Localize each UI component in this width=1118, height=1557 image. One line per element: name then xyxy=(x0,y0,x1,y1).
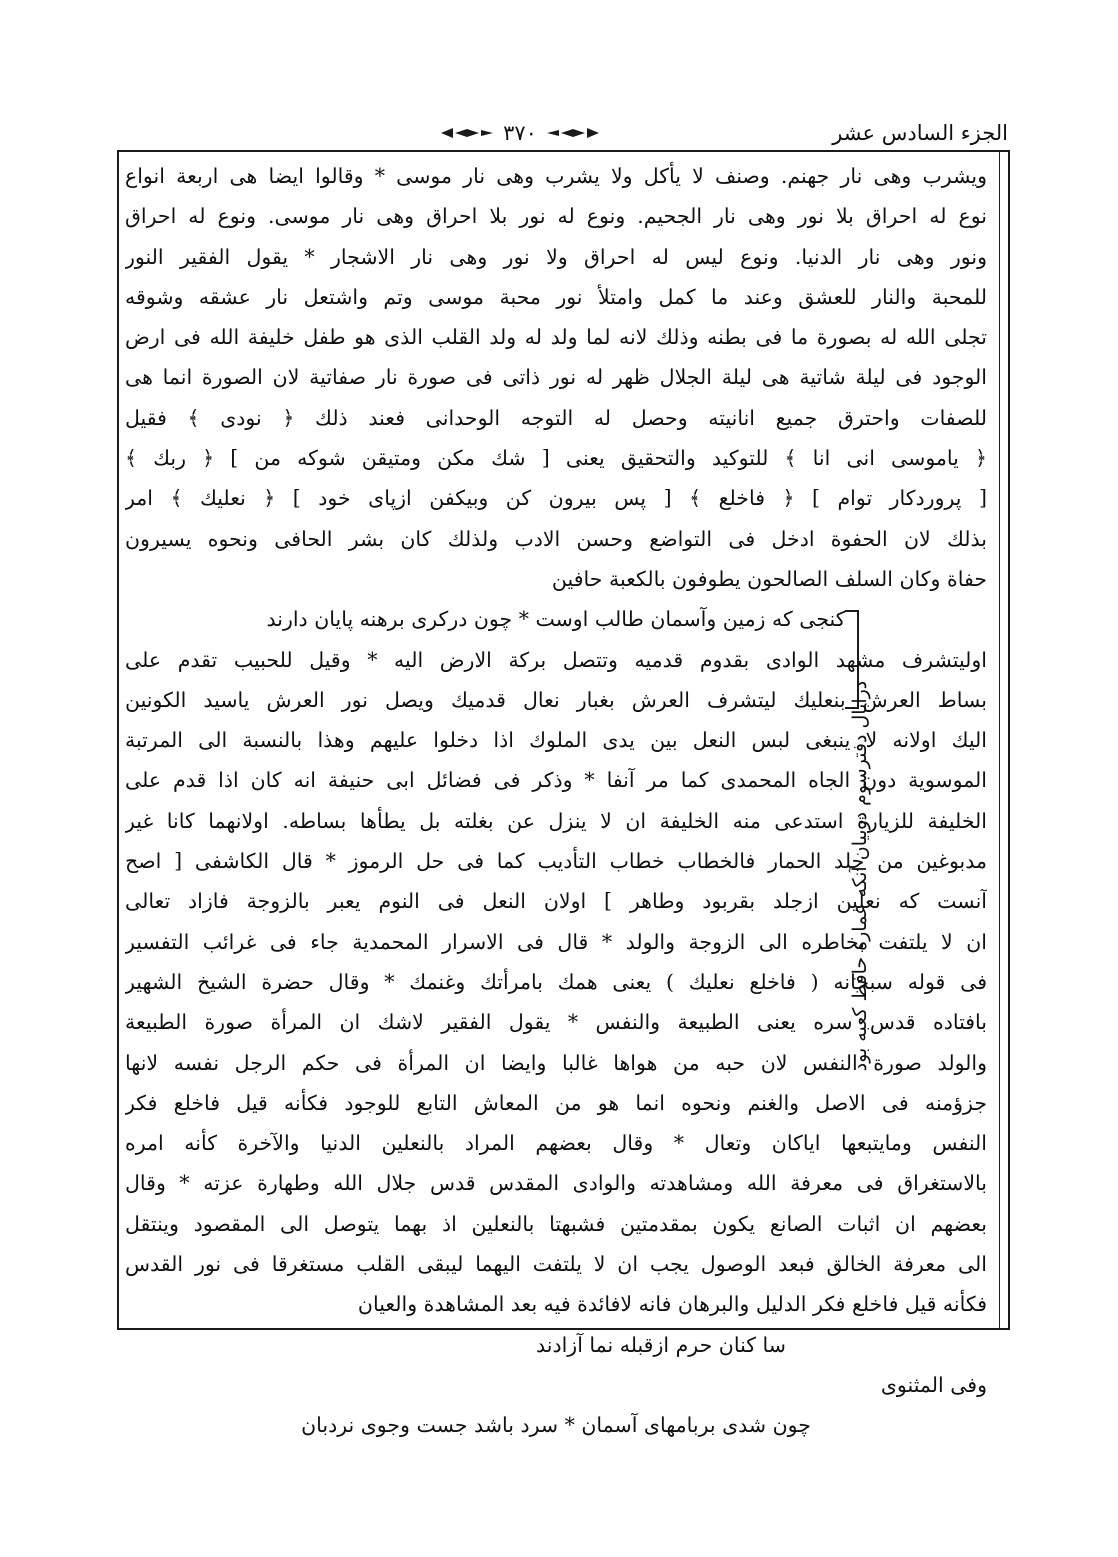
text-line: حفاة وكان السلف الصالحون يطوفون بالكعبة حافين xyxy=(551,566,987,591)
text-line: ويشرب وهى نار جهنم. وصنف لا يأكل ولا يشرب وهى نار موسى * وقالوا ايضا هى اربعة انواع xyxy=(125,164,987,188)
text-line: الموسوية دون الجاه المحمدى كما مر آنفا * وذكر فى فضائل ابى حنيفة انه كان اذا قدم على xyxy=(125,768,987,793)
text-line: فكأنه قيل فاخلع فكر الدليل والبرهان فانه لافائدة فيه بعد المشاهدة والعيان xyxy=(357,1292,987,1317)
text-line: جزؤمنه فى الاصل والغنم ونحوه انما هو من المعاش التابع للوجود فكأنه قيل فاخلع فكر xyxy=(125,1090,987,1115)
running-title: الجزء السادس عشر xyxy=(832,121,1008,145)
text-line: بذلك لان الحفوة ادخل فى التواضع وحسن الادب ولذلك كان بشر الحافى ونحوه يسيرون xyxy=(125,526,987,551)
text-line: ونور وهى نار الدنيا. ونوع ليس له احراق ولا نور وهى نار الاشجار * يقول الفقير النور xyxy=(125,244,987,269)
text-line: النفس ومايتبعها اياكان وتعال * وقال بعضهم المراد بالنعلين الدنيا والآخرة كأنه امره xyxy=(125,1131,987,1156)
text-line: الخليفة للزيارة استدعى منه الخليفة ان لا ينزل عن بغلته بل يطأها بساطه. اولانهما كانا غير xyxy=(125,808,987,833)
text-line: ان لا يلتفت بخاطره الى الزوجة والولد * قال فى الاسرار المحمدية جاء فى غرائب التفسير xyxy=(125,929,987,954)
text-line: اوليتشرف مشهد الوادى بقدوم قدميه وتتصل بركة الارض اليه * وقيل للحبيب تقدم على xyxy=(125,647,987,672)
text-line: الوجود فى ليلة شاتية هى ليلة الجلال ظهر له نور ذاتى فى صورة نار صفاتية لان الصورة انما هى xyxy=(125,365,987,390)
masnavi-label: وفى المثنوى xyxy=(880,1372,987,1397)
text-line: ﴿ ياموسى انى انا ﴾ للتوكيد والتحقيق يعنى [ شك مكن ومتيقن شوكه من ] ﴿ ربك ﴾ xyxy=(125,446,987,471)
text-line: بالاستغراق فى معرفة الله ومشاهدته والوادى المقدس قدس جلال الله وطهارة عزته * وقال xyxy=(125,1171,987,1196)
text-line: الى معرفة الخالق فبعد الوصول يجب ان لا يلتفت اليهما ليبقى القلب مستغرقا فى نور القدس xyxy=(125,1252,987,1277)
text-line: اليك اولانه لا ينبغى لبس النعل بين يدى الملوك اذا دخلوا عليهم وهذا بالنسبة الى المرتبة xyxy=(125,728,987,753)
text-line: آنست كه نعلين ازجلد بقربود وطاهر ] اولان النعل فى النوم يعبر بالزوجة فازاد تعالى xyxy=(125,889,987,914)
text-line: بعضهم ان اثبات الصانع يكون بمقدمتين فشبهتا بالنعلين اذ بهما يتوصل الى المقصود وينتقل xyxy=(125,1211,987,1236)
left-ornament-icon xyxy=(439,126,495,140)
page-number-group xyxy=(420,118,620,148)
text-line: للمحبة والنار للعشق وعند ما كمل وامتلأ نور محبة موسى وتم واشتعل نار عشقه وشوقه xyxy=(125,284,987,309)
text-line: والولد صورة النفس لان حبه من هواها غالبا وايضا ان المرأة فى حكم الرجل نفسه لانها xyxy=(125,1050,987,1075)
page-header xyxy=(150,118,1008,148)
page-number: ٣٧٠ xyxy=(503,121,537,145)
margin-note: درابال دفترسوم دربيان آنكه عماره حافظ كعبه بود xyxy=(849,680,871,1072)
text-line: [ پروردكار توام ] ﴿ فاخلع ﴾ [ پس بيرون كن وبيكفن ازپاى خود ] ﴿ نعليك ﴾ امر xyxy=(125,486,987,511)
persian-verse: چون شدى بربامهاى آسمان * سرد باشد جست وجوى نردبان xyxy=(301,1413,811,1438)
text-line: مدبوغين من جلد الحمار فالخطاب خطاب التأديب كما فى حل الرموز * قال الكاشفى [ اصح xyxy=(125,849,987,874)
persian-verse: سا كنان حرم ازقبله نما آزادند xyxy=(536,1332,786,1357)
persian-verse: كنجى كه زمين وآسمان طالب اوست * چون دركرى برهنه پايان دارند xyxy=(266,607,846,632)
text-line: نوع له احراق بلا نور وهى نار الجحيم. ونوع له نور بلا احراق وهى نار موسى. ونوع له احراق xyxy=(125,204,987,229)
frame-inner-rule xyxy=(999,152,1000,1328)
text-line: بافتاده قدس سره يعنى الطبيعة والنفس * يقول الفقير لاشك ان المرأة صورة الطبيعة xyxy=(125,1010,987,1035)
right-ornament-icon xyxy=(545,126,601,140)
text-line: فى قوله سبحانه ( فاخلع نعليك ) يعنى همك بامرأتك وغنمك * وقال حضرة الشيخ الشهير xyxy=(125,969,987,994)
text-line: للصفات واحترق جميع انانيته وحصل له التوجه الوحدانى فعند ذلك ﴿ نودى ﴾ فقيل xyxy=(125,405,987,430)
text-line: بساط العرش بنعليك ليتشرف العرش بغبار نعال قدميك ويصل نور العرش ياسيد الكونين xyxy=(125,687,987,712)
text-line: تجلى الله له بصورة ما فى بطنه وذلك لانه لما ولد له ولد القلب الذى هو طفل خليفة الله فى ارض xyxy=(125,325,987,350)
